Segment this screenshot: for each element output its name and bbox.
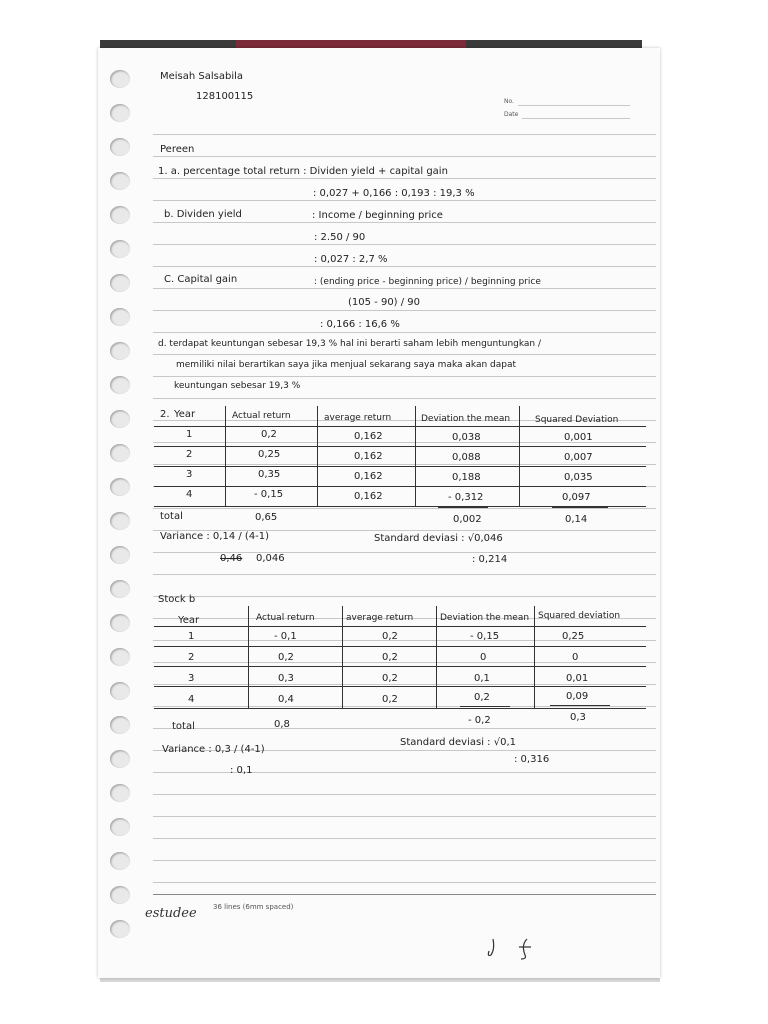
table-a-header-squared: Squared Deviation	[535, 415, 619, 425]
ruled-line	[153, 398, 656, 399]
table-b-header-deviation: Deviation the mean	[440, 613, 530, 623]
table-a-header-average: average return	[324, 413, 392, 423]
ruled-line	[153, 838, 656, 839]
table-a-total-deviation: 0,002	[453, 514, 482, 525]
binder-hole	[110, 172, 130, 190]
section-2-label: 2.	[160, 409, 170, 420]
answer-1b-label: b. Dividen yield	[164, 209, 242, 220]
cell-actual: 0,25	[258, 449, 281, 460]
binder-hole	[110, 308, 130, 326]
cell-year: 3	[188, 673, 195, 684]
table-b-rule	[154, 626, 646, 627]
table-a-rule	[154, 426, 646, 427]
binder-hole	[110, 580, 130, 598]
brand-logo: estudee	[145, 906, 197, 921]
cell-squared: 0,001	[564, 432, 593, 443]
answer-1d-line2: memiliki nilai berartikan saya jika menjual sekarang saya maka akan dapat	[176, 360, 517, 370]
ruled-line	[153, 596, 656, 597]
answer-1b-calc: : 2.50 / 90	[314, 232, 366, 243]
table-b-divider	[248, 606, 249, 708]
table-a-header-deviation: Deviation the mean	[421, 414, 511, 424]
cell-average: 0,162	[354, 431, 383, 442]
ruled-line	[153, 684, 656, 685]
ruled-line	[153, 882, 656, 883]
notebook-page	[98, 48, 660, 978]
answer-1c-label: C. Capital gain	[164, 274, 238, 285]
binder-hole	[110, 342, 130, 360]
variance-a-strike: 0,46	[220, 553, 243, 564]
cell-year: 1	[186, 429, 193, 440]
table-b-divider	[436, 606, 437, 708]
answer-1d-line3: keuntungan sebesar 19,3 %	[174, 381, 301, 391]
sum-underline	[266, 708, 306, 709]
cell-year: 2	[186, 449, 193, 460]
binder-hole	[110, 852, 130, 870]
table-b-rule	[154, 686, 646, 687]
table-a-total-actual: 0,65	[255, 512, 278, 523]
table-b-rule	[154, 666, 646, 667]
binder-hole	[110, 716, 130, 734]
binder-hole	[110, 818, 130, 836]
binder-hole	[110, 682, 130, 700]
binder-hole	[110, 648, 130, 666]
no-line	[518, 105, 630, 106]
ruled-line	[153, 816, 656, 817]
sum-underline	[460, 706, 510, 707]
table-b-header-average: average return	[346, 613, 414, 623]
sum-underline	[552, 507, 608, 508]
cell-actual: - 0,15	[254, 489, 284, 500]
table-b-total-deviation: - 0,2	[468, 715, 491, 726]
sd-a-line: Standard deviasi : √0,046	[374, 533, 503, 544]
cell-average: 0,2	[382, 631, 398, 642]
sum-underline	[438, 507, 488, 508]
cell-year: 4	[188, 694, 195, 705]
ruled-line-bottom	[153, 894, 656, 895]
cell-squared: 0,097	[562, 492, 591, 503]
answer-1a: 1. a. percentage total return : Dividen yield + capital gain	[158, 166, 448, 177]
student-name: Meisah Salsabila	[160, 71, 244, 82]
cell-squared: 0,007	[564, 452, 593, 463]
table-b-header-squared: Squared deviation	[538, 611, 621, 621]
answer-1b-formula: : Income / beginning price	[312, 210, 443, 221]
binder-hole	[110, 478, 130, 496]
sd-a-value: : 0,214	[472, 554, 508, 565]
table-a-divider	[225, 406, 226, 506]
cell-actual: - 0,1	[274, 631, 297, 642]
table-a-rule	[154, 486, 646, 487]
table-a-divider	[519, 406, 520, 506]
ruled-line	[153, 310, 656, 311]
cell-year: 2	[188, 652, 195, 663]
cell-year: 4	[186, 489, 193, 500]
heading-text: Pereen	[160, 144, 195, 155]
binder-hole	[110, 104, 130, 122]
cell-deviation: 0	[480, 652, 487, 663]
lines-spec-text: 36 lines (6mm spaced)	[213, 903, 294, 911]
cell-deviation: - 0,312	[448, 492, 484, 503]
cell-deviation: 0,1	[474, 673, 490, 684]
cell-actual: 0,35	[258, 469, 281, 480]
ruled-line	[153, 662, 656, 663]
sum-underline	[550, 705, 610, 706]
answer-1d-line1: d. terdapat keuntungan sebesar 19,3 % hal ini berarti saham lebih menguntungkan /	[158, 339, 542, 349]
cell-squared: 0,09	[566, 691, 589, 702]
ruled-line	[153, 178, 656, 179]
ruled-line	[153, 464, 656, 465]
cell-deviation: - 0,15	[470, 631, 500, 642]
table-a-rule	[154, 446, 646, 447]
cell-deviation: 0,088	[452, 452, 481, 463]
cell-year: 3	[186, 469, 193, 480]
date-label: Date	[504, 111, 519, 118]
cell-average: 0,162	[354, 491, 383, 502]
ruled-line	[153, 772, 656, 773]
ruled-line	[153, 288, 656, 289]
binder-hole	[110, 410, 130, 428]
binder-hole	[110, 274, 130, 292]
table-b-divider	[534, 606, 535, 708]
table-b-rule	[154, 708, 646, 709]
ruled-line	[153, 156, 656, 157]
binder-hole	[110, 920, 130, 938]
variance-a-line: Variance : 0,14 / (4-1)	[160, 531, 270, 542]
table-b-rule	[154, 646, 646, 647]
cell-deviation: 0,038	[452, 432, 481, 443]
cell-squared: 0,25	[562, 631, 585, 642]
ruled-line	[153, 508, 656, 509]
cell-average: 0,2	[382, 652, 398, 663]
cell-squared: 0,035	[564, 472, 593, 483]
binder-hole	[110, 614, 130, 632]
table-a-rule	[154, 466, 646, 467]
binder-hole	[110, 784, 130, 802]
table-b-total-actual: 0,8	[274, 719, 290, 730]
student-id: 128100115	[196, 91, 254, 102]
table-a-total-squared: 0,14	[565, 514, 588, 525]
table-a-divider	[415, 406, 416, 506]
pen-marks-icon	[485, 935, 545, 961]
ruled-line	[153, 244, 656, 245]
cell-average: 0,162	[354, 451, 383, 462]
cell-squared: 0,01	[566, 673, 589, 684]
table-a-divider	[317, 406, 318, 506]
ruled-line	[153, 332, 656, 333]
stock-b-title: Stock b	[158, 594, 196, 605]
binder-hole	[110, 206, 130, 224]
answer-1c-result: : 0,166 : 16,6 %	[320, 319, 400, 330]
sd-b-line: Standard deviasi : √0,1	[400, 737, 516, 748]
table-b-total-squared: 0,3	[570, 712, 586, 723]
ruled-line	[153, 728, 656, 729]
ruled-line	[153, 354, 656, 355]
answer-1c-formula: : (ending price - beginning price) / beginning price	[314, 277, 541, 287]
cell-actual: 0,2	[278, 652, 294, 663]
ruled-line	[153, 574, 656, 575]
variance-b-value: : 0,1	[230, 765, 253, 776]
binder-hole	[110, 512, 130, 530]
ruled-line	[153, 860, 656, 861]
binder-hole	[110, 444, 130, 462]
no-label: No.	[504, 98, 514, 105]
ruled-line	[153, 266, 656, 267]
table-b-total-label: total	[172, 721, 195, 732]
cell-squared: 0	[572, 652, 579, 663]
sd-b-value: : 0,316	[514, 754, 550, 765]
cell-deviation: 0,188	[452, 472, 481, 483]
table-b-header-year: Year	[178, 615, 200, 626]
cell-actual: 0,2	[261, 429, 277, 440]
table-a-header-actual: Actual return	[232, 411, 291, 421]
ruled-line	[153, 200, 656, 201]
cell-average: 0,162	[354, 471, 383, 482]
table-b-header-actual: Actual return	[256, 613, 315, 623]
cell-deviation: 0,2	[474, 692, 490, 703]
cell-average: 0,2	[382, 694, 398, 705]
answer-1b-result: : 0,027 : 2,7 %	[314, 254, 388, 265]
answer-1c-calc: (105 - 90) / 90	[348, 297, 421, 308]
date-line	[522, 118, 630, 119]
cell-actual: 0,4	[278, 694, 294, 705]
ruled-line	[153, 134, 656, 135]
binder-hole	[110, 886, 130, 904]
binder-hole	[110, 376, 130, 394]
binder-hole	[110, 750, 130, 768]
ruled-line	[153, 376, 656, 377]
ruled-line	[153, 794, 656, 795]
binder-hole	[110, 240, 130, 258]
answer-1a-result: : 0,027 + 0,166 : 0,193 : 19,3 %	[313, 188, 475, 199]
variance-a-value: 0,046	[256, 553, 285, 564]
binder-hole	[110, 546, 130, 564]
variance-b-line: Variance : 0,3 / (4-1)	[162, 744, 265, 755]
table-a-total-label: total	[160, 511, 183, 522]
cell-actual: 0,3	[278, 673, 294, 684]
table-b-divider	[342, 606, 343, 708]
cell-year: 1	[188, 631, 195, 642]
cell-average: 0,2	[382, 673, 398, 684]
binder-hole	[110, 138, 130, 156]
ruled-line	[153, 222, 656, 223]
binder-hole	[110, 70, 130, 88]
table-a-header-year: Year	[174, 409, 196, 420]
ruled-line	[153, 706, 656, 707]
